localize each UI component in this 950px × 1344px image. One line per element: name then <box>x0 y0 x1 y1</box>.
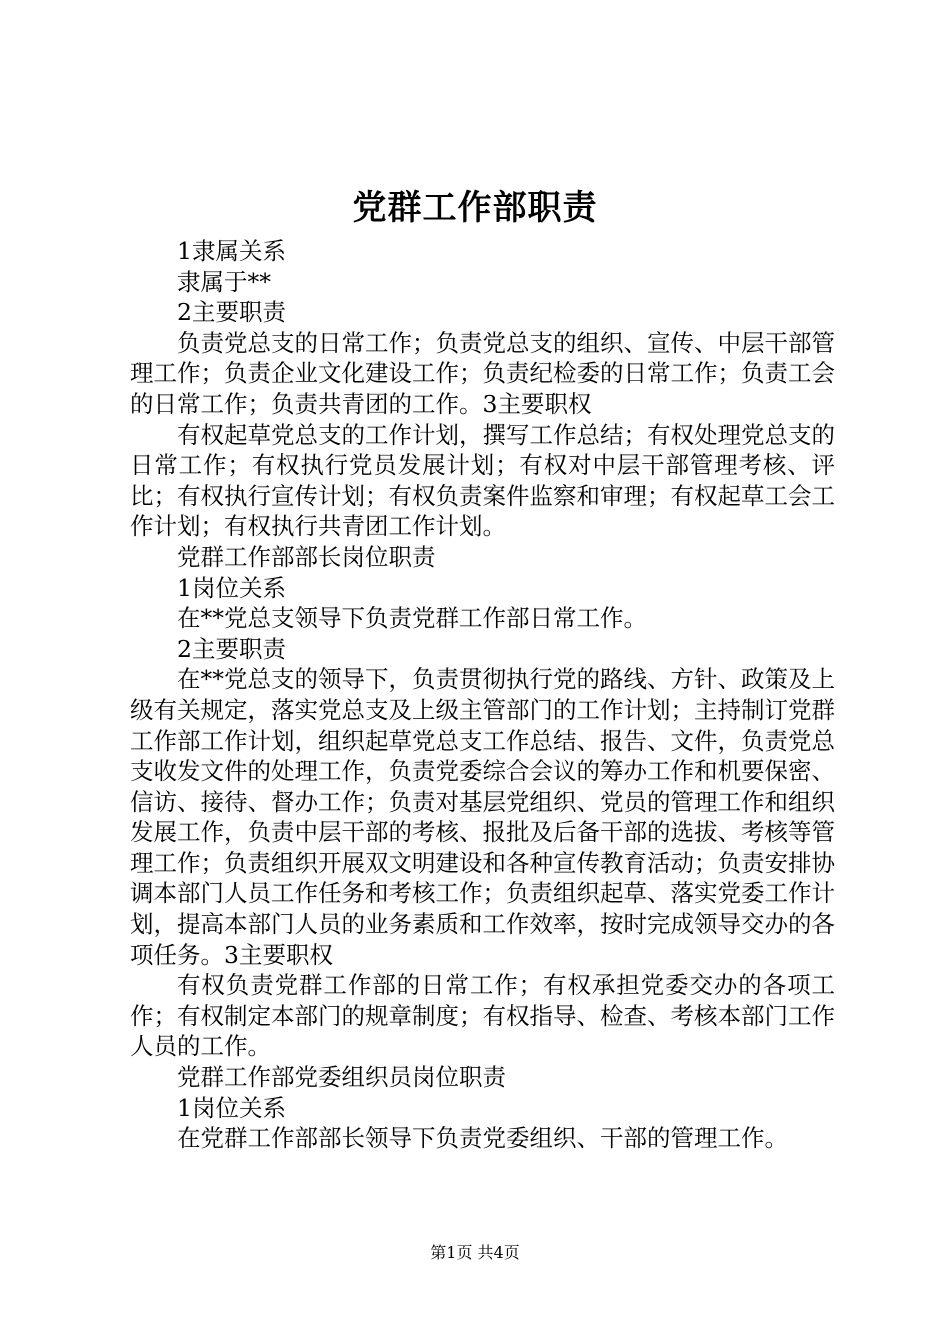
document-body <box>130 236 835 1154</box>
page-number-footer: 第1页 共4页 <box>430 1243 520 1262</box>
paragraph: 2主要职责 <box>177 298 286 327</box>
paragraph: 负责党总支的日常工作；负责党总支的组织、宣传、中层干部管理工作；负责企业文化建设工作；负责纪检委的日常工作；负责工会的日常工作；负责共青团的工作。3主要职权 <box>130 328 835 418</box>
paragraph: 在党群工作部部长领导下负责党委组织、干部的管理工作。 <box>177 1124 788 1153</box>
paragraph: 党群工作部党委组织员岗位职责 <box>177 1063 506 1092</box>
paragraph: 有权起草党总支的工作计划，撰写工作总结；有权处理党总支的日常工作；有权执行党员发展计划；有权对中层干部管理考核、评比；有权执行宣传计划；有权负责案件监察和审理；有权起草工会工作计划；有权执行共青团工作计划。 <box>130 420 835 541</box>
paragraph: 在**党总支领导下负责党群工作部日常工作。 <box>177 604 647 633</box>
paragraph: 党群工作部部长岗位职责 <box>177 542 436 571</box>
paragraph: 1岗位关系 <box>177 1093 286 1122</box>
paragraph: 1岗位关系 <box>177 573 286 602</box>
document-title: 党群工作部职责 <box>352 188 598 228</box>
paragraph: 在**党总支的领导下，负责贯彻执行党的路线、方针、政策及上级有关规定，落实党总支及上级主管部门的工作计划；主持制订党群工作部工作计划，组织起草党总支工作总结、报告、文件，负责党总支收发文件的处理工作，负责党委综合会议的筹办工作和机要保密、信访、接待、督办工作；负责对基层党组织、党员的管理工作和组织发展工作，负责中层干部的考核、报批及后备干部的选拔、考核等管理工作；负责组织开展双文明建设和各种宣传教育活动；负责安排协调本部门人员工作任务和考核工作；负责组织起草、落实党委工作计划，提高本部门人员的业务素质和工作效率，按时完成领导交办的各项任务。3主要职权 <box>130 665 835 969</box>
paragraph: 隶属于** <box>177 267 271 296</box>
paragraph: 2主要职责 <box>177 634 286 663</box>
paragraph: 1隶属关系 <box>177 237 286 265</box>
paragraph: 有权负责党群工作部的日常工作；有权承担党委交办的各项工作；有权制定本部门的规章制度；有权指导、检查、考核本部门工作人员的工作。 <box>130 971 835 1061</box>
